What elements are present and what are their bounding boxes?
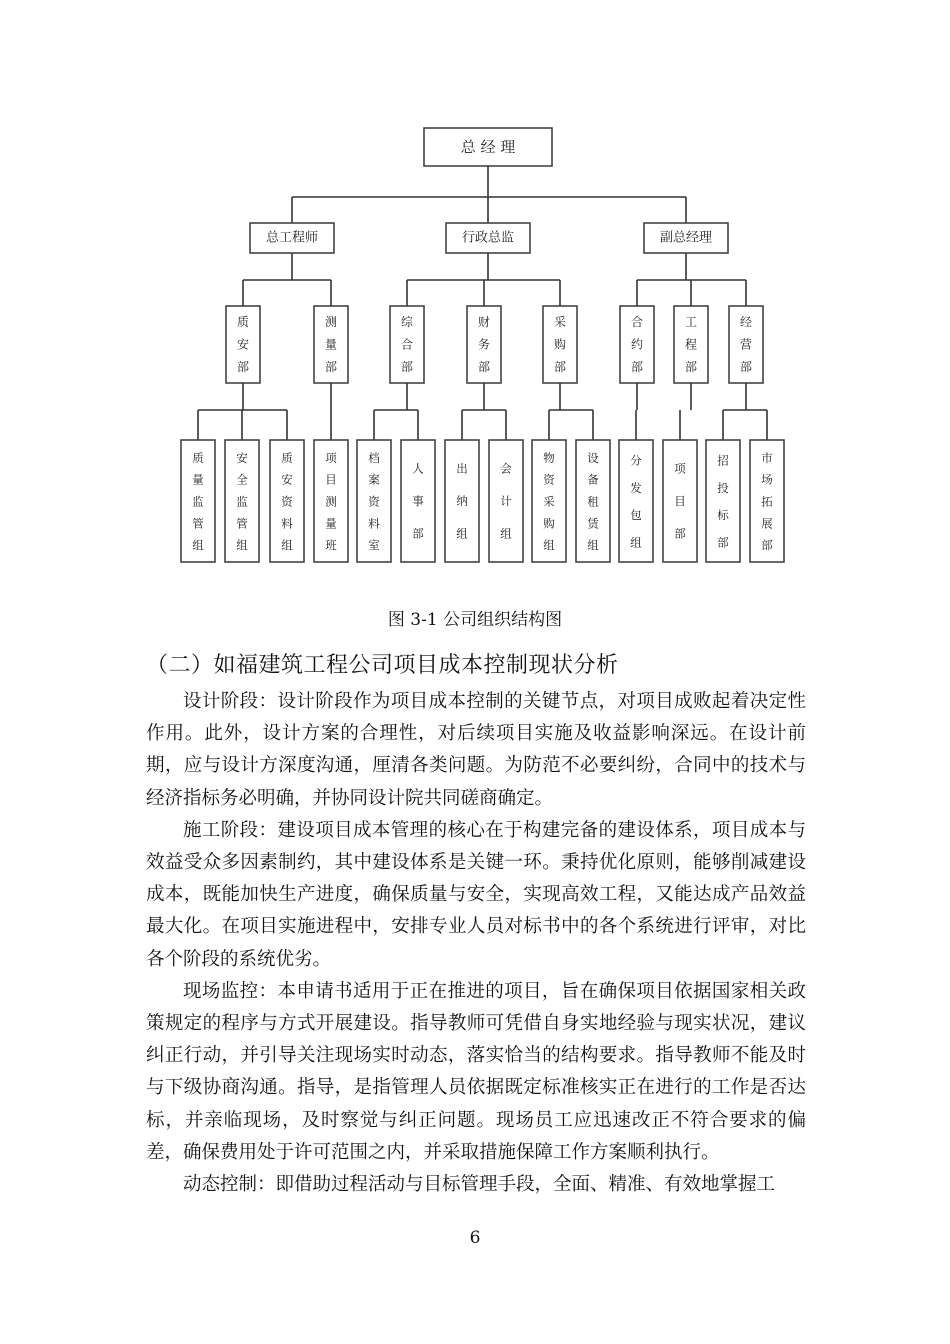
- svg-text:经: 经: [739, 315, 753, 330]
- svg-text:资: 资: [281, 494, 293, 509]
- svg-text:工: 工: [684, 315, 698, 330]
- svg-text:部: 部: [236, 359, 250, 374]
- svg-text:班: 班: [325, 538, 337, 553]
- svg-text:管: 管: [236, 516, 248, 531]
- svg-text:合: 合: [630, 315, 644, 330]
- svg-text:标: 标: [717, 508, 729, 523]
- svg-text:部: 部: [553, 359, 567, 374]
- svg-text:组: 组: [630, 535, 642, 550]
- org-label-department: [401, 314, 414, 374]
- svg-text:安: 安: [281, 472, 293, 487]
- svg-text:采: 采: [543, 494, 555, 509]
- org-label-department: [325, 315, 337, 374]
- org-label-department: [237, 314, 249, 374]
- svg-text:组: 组: [192, 538, 204, 553]
- svg-text:资: 资: [368, 494, 380, 509]
- svg-text:计: 计: [500, 494, 512, 508]
- svg-text:部: 部: [477, 359, 491, 374]
- org-label-group: [674, 461, 686, 540]
- org-label-group: [456, 461, 468, 540]
- svg-text:室: 室: [368, 538, 380, 553]
- svg-text:物: 物: [543, 450, 555, 465]
- svg-text:购: 购: [553, 337, 567, 352]
- body-text: [146, 686, 806, 1201]
- svg-text:料: 料: [281, 516, 293, 531]
- org-chart: [0, 0, 950, 600]
- svg-text:料: 料: [368, 516, 380, 531]
- svg-text:安: 安: [236, 450, 248, 465]
- svg-text:测: 测: [324, 315, 338, 330]
- svg-text:事: 事: [412, 494, 424, 508]
- svg-text:组: 组: [587, 538, 599, 553]
- svg-text:量: 量: [325, 516, 337, 531]
- svg-text:组: 组: [543, 538, 555, 553]
- org-label-department: [740, 315, 752, 374]
- svg-text:组: 组: [500, 526, 512, 541]
- svg-text:程: 程: [684, 337, 698, 352]
- svg-text:会: 会: [500, 461, 512, 476]
- svg-text:展: 展: [761, 516, 773, 531]
- svg-text:部: 部: [674, 526, 686, 541]
- paragraph-construction-stage: 施工阶段：建设项目成本管理的核心在于构建完备的建设体系，项目成本与效益受众多因素制约，其中建设体系是关键一环。秉持优化原则，能够削减建设成本，既能加快生产进度，确保质量与安全，实现高效工程，又能达成产品效益最大化。在项目实施进程中，安排专业人员对标书中的各个系统进行评审，对比各个阶段的系统优劣。: [146, 819, 806, 970]
- svg-text:纳: 纳: [456, 494, 468, 508]
- svg-text:部: 部: [412, 526, 424, 541]
- org-label-root: 总 经 理: [460, 138, 516, 156]
- org-label-department: [631, 314, 643, 374]
- svg-text:目: 目: [325, 472, 337, 487]
- svg-text:监: 监: [192, 494, 204, 509]
- svg-text:质: 质: [192, 450, 204, 465]
- section-heading: （二）如福建筑工程公司项目成本控制现状分析: [146, 653, 619, 678]
- org-label-level2: 副总经理: [659, 230, 713, 246]
- svg-text:目: 目: [674, 494, 686, 508]
- page-number: 6: [469, 1228, 481, 1248]
- svg-text:组: 组: [281, 538, 293, 553]
- org-label-level2: 总工程师: [265, 230, 319, 246]
- svg-text:赁: 赁: [587, 516, 599, 531]
- svg-text:质: 质: [236, 315, 250, 330]
- paragraph-design-stage: 设计阶段：设计阶段作为项目成本控制的关键节点，对项目成败起着决定性作用。此外，设计方案的合理性，对后续项目实施及收益影响深远。在设计前期，应与设计方深度沟通，厘清各类问题。为防范不必要纠纷，合同中的技术与经济指标务必明确，并协同设计院共同磋商确定。: [146, 691, 806, 809]
- svg-text:组: 组: [456, 526, 468, 541]
- svg-text:部: 部: [739, 359, 753, 374]
- svg-text:管: 管: [192, 516, 204, 531]
- svg-text:合: 合: [400, 337, 414, 352]
- org-label-department: [554, 315, 566, 374]
- svg-text:部: 部: [684, 359, 698, 374]
- org-label-group: [500, 461, 512, 540]
- svg-text:档: 档: [368, 450, 380, 465]
- svg-text:分: 分: [630, 453, 642, 468]
- svg-text:出: 出: [456, 461, 468, 476]
- svg-text:招: 招: [717, 453, 729, 468]
- org-label-department: [685, 315, 697, 374]
- svg-text:发: 发: [630, 480, 642, 495]
- svg-text:投: 投: [717, 480, 729, 495]
- svg-text:测: 测: [325, 494, 337, 509]
- svg-text:采: 采: [553, 315, 567, 330]
- svg-text:项: 项: [674, 461, 686, 476]
- svg-text:务: 务: [477, 337, 491, 352]
- svg-text:部: 部: [761, 538, 773, 553]
- svg-text:拓: 拓: [761, 494, 773, 509]
- svg-text:人: 人: [412, 461, 424, 476]
- svg-text:监: 监: [236, 494, 248, 509]
- svg-text:量: 量: [192, 472, 204, 487]
- svg-text:全: 全: [236, 472, 248, 487]
- org-label-department: [478, 314, 490, 374]
- svg-text:部: 部: [324, 359, 338, 374]
- svg-text:质: 质: [281, 450, 293, 465]
- svg-text:约: 约: [630, 337, 644, 352]
- svg-text:营: 营: [739, 337, 753, 352]
- svg-text:量: 量: [324, 337, 338, 352]
- svg-text:部: 部: [400, 359, 414, 374]
- paragraph-site-monitoring: 现场监控：本申请书适用于正在推进的项目，旨在确保项目依据国家相关政策规定的程序与方式开展建设。指导教师可凭借自身实地经验与现实状况，建议纠正行动，并引导关注现场实时动态，落实恰当的结构要求。指导教师不能及时与下级协商沟通。指导，是指管理人员依据既定标准核实正在进行的工作是否达标，并亲临现场，及时察觉与纠正问题。现场员工应迅速改正不符合要求的偏差，确保费用处于许可范围之内，并采取措施保障工作方案顺利执行。: [146, 980, 806, 1163]
- svg-text:安: 安: [236, 337, 250, 352]
- svg-text:项: 项: [325, 450, 337, 465]
- org-label-group: [412, 461, 424, 540]
- svg-text:场: 场: [761, 472, 773, 487]
- svg-text:资: 资: [543, 472, 555, 487]
- svg-text:组: 组: [236, 538, 248, 553]
- svg-text:部: 部: [630, 359, 644, 374]
- svg-text:市: 市: [761, 450, 773, 465]
- svg-text:设: 设: [587, 450, 599, 465]
- svg-text:备: 备: [587, 472, 599, 487]
- svg-text:购: 购: [543, 516, 555, 531]
- figure-caption: 图 3-1 公司组织结构图: [387, 610, 563, 630]
- svg-text:租: 租: [587, 494, 599, 509]
- paragraph-dynamic-control: 动态控制：即借助过程活动与目标管理手段，全面、精准、有效地掌握工: [183, 1174, 776, 1196]
- svg-text:案: 案: [368, 472, 380, 487]
- svg-text:部: 部: [717, 535, 729, 550]
- svg-text:综: 综: [400, 315, 414, 330]
- svg-text:包: 包: [630, 508, 642, 523]
- org-label-level2: 行政总监: [461, 230, 515, 246]
- svg-text:财: 财: [477, 315, 491, 330]
